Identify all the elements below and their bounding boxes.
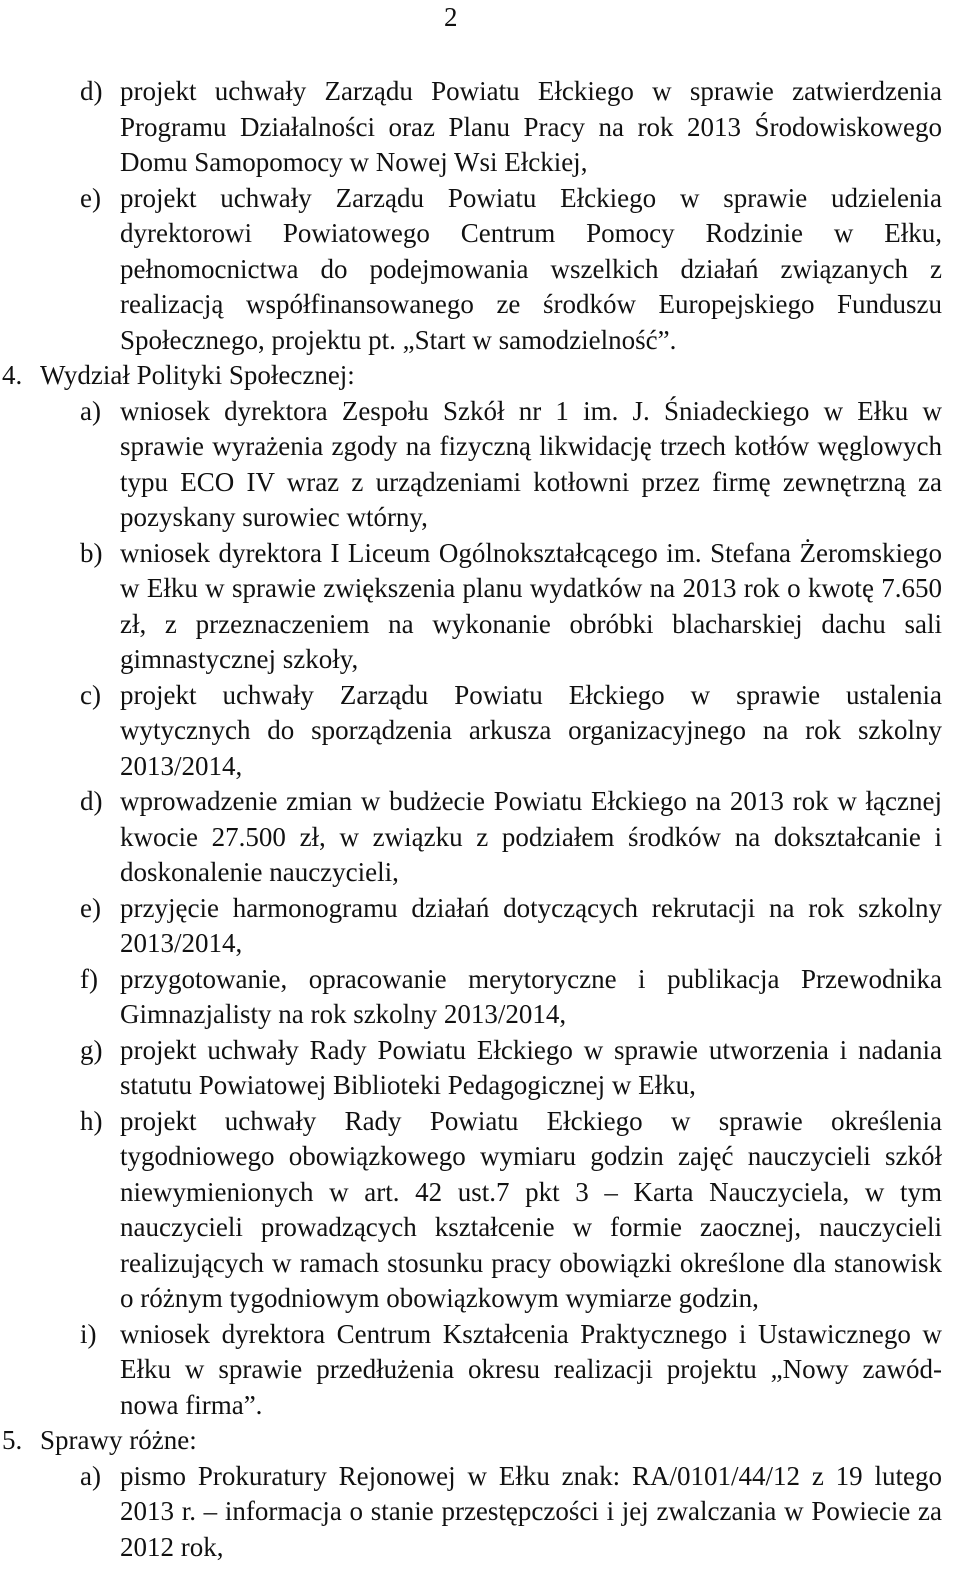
- item-text: projekt uchwały Zarządu Powiatu Ełckiego w sprawie zatwierdzenia Programu Działalności oraz Planu Pracy na rok 2013 Środowiskowego Domu Samopomocy w Nowej Wsi Ełckiej,: [120, 76, 942, 177]
- list-item: [0, 1317, 942, 1424]
- list-item: [0, 784, 942, 891]
- list-item: [0, 394, 942, 536]
- list-item: [0, 181, 942, 359]
- list-item: [0, 891, 942, 962]
- section-number: 4.: [2, 360, 23, 390]
- section-heading: [0, 1423, 940, 1459]
- list-item: [0, 678, 942, 785]
- document-body: [0, 74, 960, 1565]
- item-marker: d): [80, 786, 103, 816]
- list-item: [0, 74, 942, 181]
- item-text: projekt uchwały Zarządu Powiatu Ełckiego w sprawie ustalenia wytycznych do sporządzenia arkusza organizacyjnego na rok szkolny 2013/2014,: [120, 679, 942, 781]
- list-item: [0, 1033, 942, 1104]
- item-text: projekt uchwały Rady Powiatu Ełckiego w sprawie określenia tygodniowego obowiązkowego wymiaru godzin zajęć nauczycieli szkół niewymienionych w art. 42 ust.7 pkt 3 – Karta Nauczyciela, w tym nauczycieli prowadzących kształcenie w formie zaocznej, nauczycieli realizujących w ramach stosunku pracy obowiązki określone dla stanowisk o różnym tygodniowym obowiązkowym wymiarze godzin,: [120, 1105, 942, 1313]
- section-title: Sprawy różne:: [40, 1425, 197, 1455]
- item-text: projekt uchwały Zarządu Powiatu Ełckiego w sprawie udzielenia dyrektorowi Powiatowego Centrum Pomocy Rodzinie w Ełku, pełnomocnictwa do podejmowania wszelkich działań związanych z realizacją współfinansowanego ze środków Europejskiego Funduszu Społecznego, projektu pt. „Start w samodzielność”.: [120, 182, 942, 355]
- item-marker: b): [80, 537, 103, 568]
- item-text: przyjęcie harmonogramu działań dotyczących rekrutacji na rok szkolny 2013/2014,: [120, 892, 942, 958]
- item-marker: h): [80, 1105, 103, 1136]
- item-text: projekt uchwały Rady Powiatu Ełckiego w sprawie utworzenia i nadania statutu Powiatowej Biblioteki Pedagogicznej w Ełku,: [120, 1034, 942, 1100]
- item-marker: e): [80, 182, 101, 213]
- item-marker: c): [80, 679, 101, 710]
- list-item: [0, 536, 942, 678]
- item-marker: a): [80, 395, 101, 426]
- item-marker: i): [80, 1318, 97, 1349]
- page-number: 2: [444, 2, 458, 32]
- item-text: wprowadzenie zmian w budżecie Powiatu Ełckiego na 2013 rok w łącznej kwocie 27.500 zł, w związku z podziałem środków na dokształcanie i doskonalenie nauczycieli,: [120, 786, 942, 887]
- item-marker: e): [80, 892, 101, 923]
- item-text: wniosek dyrektora Zespołu Szkół nr 1 im. J. Śniadeckiego w Ełku w sprawie wyrażenia zgody na fizyczną likwidację trzech kotłów węglowych typu ECO IV wraz z urządzeniami kotłowni przez firmę zewnętrzną za pozyskany surowiec wtórny,: [120, 395, 942, 532]
- item-text: wniosek dyrektora I Liceum Ogólnokształcącego im. Stefana Żeromskiego w Ełku w sprawie zwiększenia planu wydatków na 2013 rok o kwotę 7.650 zł, z przeznaczeniem na wykonanie obróbki blacharskiej dachu sali gimnastycznej szkoły,: [120, 537, 942, 674]
- list-item: [0, 1459, 942, 1566]
- item-text: wniosek dyrektora Centrum Kształcenia Praktycznego i Ustawicznego w Ełku w sprawie przedłużenia okresu realizacji projektu „Nowy zawód-nowa firma”.: [120, 1318, 942, 1420]
- section-heading: [0, 358, 940, 394]
- item-marker: d): [80, 76, 103, 106]
- item-marker: f): [80, 963, 98, 994]
- list-item: [0, 1104, 942, 1317]
- item-marker: g): [80, 1034, 103, 1065]
- item-text: pismo Prokuratury Rejonowej w Ełku znak: RA/0101/44/12 z 19 lutego 2013 r. – informacja o stanie przestępczości i jej zwalczania w Powiecie za 2012 rok,: [120, 1460, 942, 1562]
- section-number: 5.: [2, 1425, 23, 1455]
- list-item: [0, 962, 942, 1033]
- item-text: przygotowanie, opracowanie merytoryczne i publikacja Przewodnika Gimnazjalisty na rok szkolny 2013/2014,: [120, 963, 942, 1029]
- item-marker: a): [80, 1460, 101, 1491]
- section-title: Wydział Polityki Społecznej:: [40, 360, 355, 390]
